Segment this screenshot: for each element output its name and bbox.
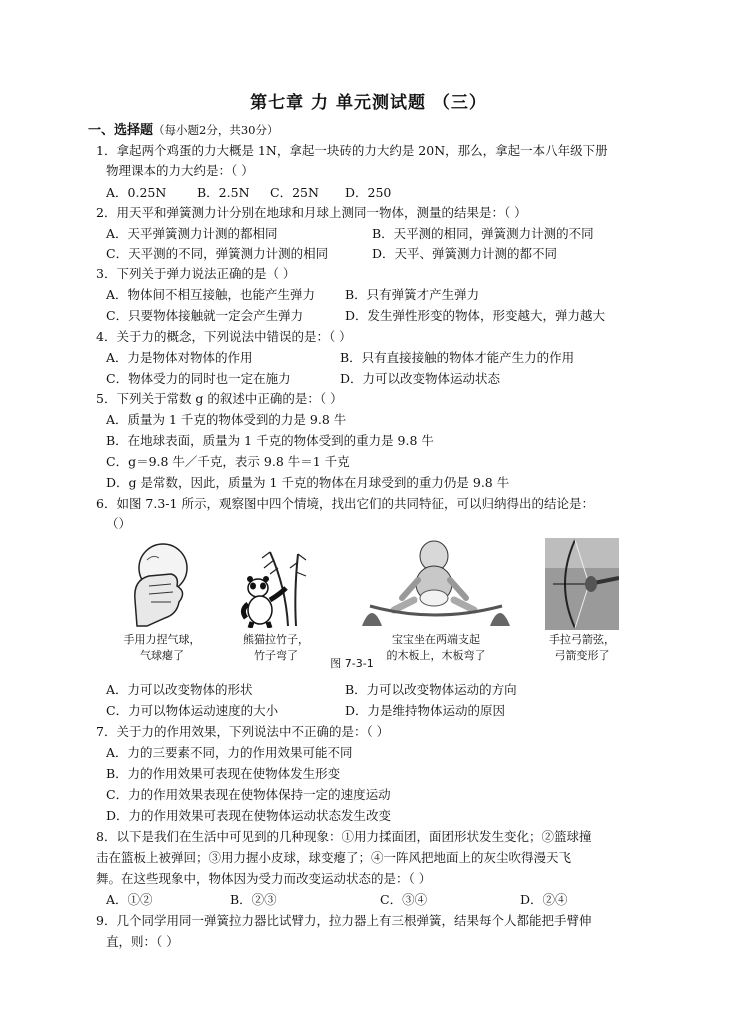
q8-option-c: C．③④ <box>380 892 428 907</box>
q1-option-d: D．250 <box>345 185 392 200</box>
q2-stem: 2．用天平和弹簧测力计分别在地球和月球上测同一物体，测量的结果是：（ ） <box>96 205 527 220</box>
figure-caption-baby <box>372 632 500 664</box>
q7-option-b: B．力的作用效果可表现在使物体发生形变 <box>106 766 341 781</box>
figure-caption-baby-line1: 宝宝坐在两端支起 <box>392 633 480 646</box>
q1-option-a: A．0.25N <box>106 185 167 200</box>
q4-option-a: A．力是物体对物体的作用 <box>106 350 253 365</box>
q3-option-b: B．只有弹簧才产生弹力 <box>345 287 480 302</box>
hand-squeezing-balloon-illustration <box>127 540 197 628</box>
figure-caption-archer-line1: 手拉弓箭弦， <box>549 633 615 646</box>
q3-option-d: D．发生弹性形变的物体，形变越大，弹力越大 <box>345 308 606 323</box>
figure-caption-balloon-line2: 气球瘪了 <box>140 649 184 662</box>
q2-option-d: D．天平、弹簧测力计测的都不同 <box>372 246 558 261</box>
q9-stem-line2: 直，则：（ ） <box>106 934 179 949</box>
figure-caption-archer-line2: 弓箭变形了 <box>554 649 610 662</box>
page-title: 第七章 力 单元测试题 （三） <box>250 93 487 113</box>
q4-option-d: D．力可以改变物体运动状态 <box>340 371 501 386</box>
figure-caption-panda-line2: 竹子弯了 <box>254 649 298 662</box>
q2-option-a: A．天平弹簧测力计测的都相同 <box>106 226 278 241</box>
section-heading-text: 一、选择题 <box>88 123 154 138</box>
q8-stem-line3: 舞。在这些现象中，物体因为受力而改变运动状态的是：（ ） <box>96 871 432 886</box>
figure-caption-panda-line1: 熊猫拉竹子， <box>243 633 309 646</box>
q6-stem-line1: 6．如图 7.3-1 所示，观察图中四个情境，找出它们的共同特征，可以归纳得出的结论是： <box>96 496 594 511</box>
q1-option-c: C．25N <box>270 185 319 200</box>
q5-option-c: C．g＝9.8 牛／千克，表示 9.8 牛＝1 千克 <box>106 454 350 469</box>
q4-option-c: C．物体受力的同时也一定在施力 <box>106 371 291 386</box>
q7-stem: 7．关于力的作用效果，下列说法中不正确的是：（ ） <box>96 724 390 739</box>
q1-stem-line2: 物理课本的力大约是：（ ） <box>106 163 254 178</box>
q8-stem-line1: 8．以下是我们在生活中可见到的几种现象：①用力揉面团，面团形状发生变化；②篮球撞 <box>96 829 592 844</box>
q3-stem: 3．下列关于弹力说法正确的是（ ） <box>96 266 296 281</box>
archer-drawing-bow-illustration <box>545 538 619 630</box>
q4-option-b: B．只有直接接触的物体才能产生力的作用 <box>340 350 575 365</box>
q6-option-d: D．力是维持物体运动的原因 <box>345 703 506 718</box>
figure-caption-balloon <box>110 632 214 664</box>
baby-on-plank-illustration <box>362 540 510 632</box>
q2-option-c: C．天平测的不同，弹簧测力计测的相同 <box>106 246 329 261</box>
q1-stem-line1: 1．拿起两个鸡蛋的力大概是 1N，拿起一块砖的力大约是 20N，那么，拿起一本八年级下册 <box>96 143 608 158</box>
q8-option-b: B．②③ <box>230 892 277 907</box>
q2-option-b: B．天平测的相同，弹簧测力计测的不同 <box>372 226 594 241</box>
q6-option-a: A．力可以改变物体的形状 <box>106 682 253 697</box>
q6-stem-line2: （） <box>106 516 132 531</box>
q6-option-c: C．力可以物体运动速度的大小 <box>106 703 279 718</box>
q8-stem-line2: 击在篮板上被弹回；③用力握小皮球，球变瘪了；④一阵风把地面上的灰尘吹得漫天飞 <box>96 850 572 865</box>
q3-option-c: C．只要物体接触就一定会产生弹力 <box>106 308 304 323</box>
q5-stem: 5．下列关于常数 g 的叙述中正确的是：（ ） <box>96 391 343 406</box>
figure-caption-panda <box>226 632 326 664</box>
q5-option-a: A．质量为 1 千克的物体受到的力是 9.8 牛 <box>106 412 347 427</box>
q6-option-b: B．力可以改变物体运动的方向 <box>345 682 517 697</box>
q7-option-d: D．力的作用效果可表现在使物体运动状态发生改变 <box>106 808 392 823</box>
q1-option-b: B．2.5N <box>197 185 250 200</box>
q8-option-a: A．①② <box>106 892 153 907</box>
q7-option-a: A．力的三要素不同，力的作用效果可能不同 <box>106 745 353 760</box>
figure-caption-archer <box>532 632 632 664</box>
q5-option-d: D．g 是常数，因此，质量为 1 千克的物体在月球受到的重力仍是 9.8 牛 <box>106 475 510 490</box>
q3-option-a: A．物体间不相互接触，也能产生弹力 <box>106 287 316 302</box>
q4-stem: 4．关于力的概念，下列说法中错误的是：（ ） <box>96 329 352 344</box>
figure-caption-baby-line2: 的木板上，木板弯了 <box>386 649 486 662</box>
q5-option-b: B．在地球表面，质量为 1 千克的物体受到的重力是 9.8 牛 <box>106 433 434 448</box>
q7-option-c: C．力的作用效果表现在使物体保持一定的速度运动 <box>106 787 391 802</box>
panda-bending-bamboo-illustration <box>240 548 312 628</box>
q8-option-d: D．②④ <box>520 892 568 907</box>
q9-stem-line1: 9．几个同学用同一弹簧拉力器比试臂力，拉力器上有三根弹簧，结果每个人都能把手臂伸 <box>96 913 592 928</box>
section-note: （每小题2分，共30分） <box>153 123 279 137</box>
section-heading <box>88 120 278 141</box>
figure-caption-balloon-line1: 手用力捏气球， <box>123 633 201 646</box>
figure-label: 图 7-3-1 <box>330 657 374 670</box>
